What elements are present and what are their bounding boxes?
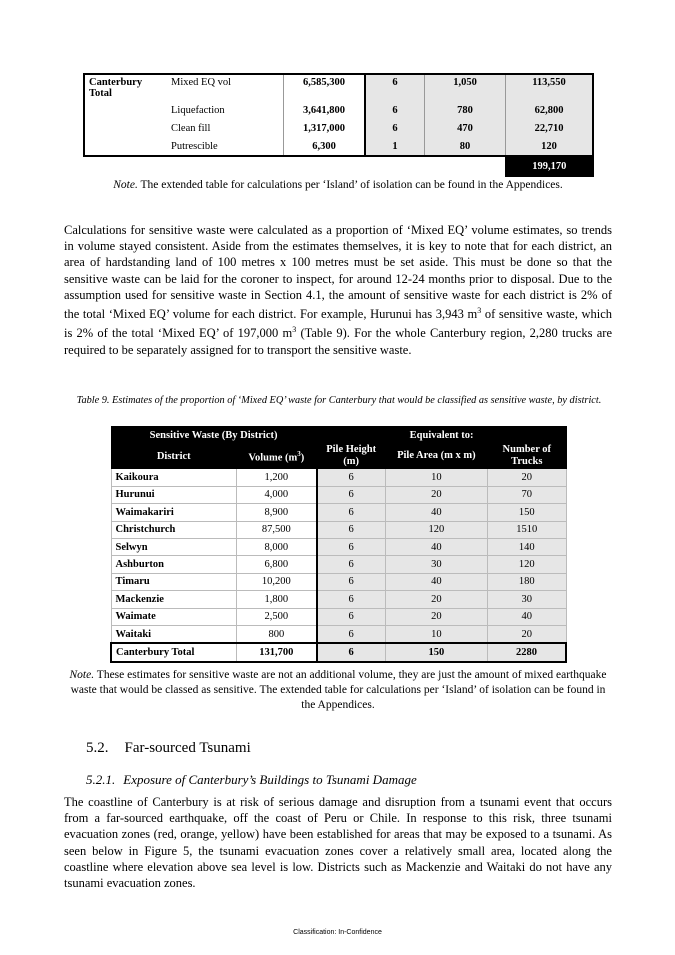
district: Ashburton xyxy=(111,556,236,573)
pile-area: 20 xyxy=(385,486,487,503)
district: Selwyn xyxy=(111,538,236,555)
table-row xyxy=(111,486,566,503)
table-row xyxy=(111,625,566,643)
table-note xyxy=(64,179,612,191)
truck-count: 120 xyxy=(506,137,594,156)
col-district: District xyxy=(111,444,236,469)
pile-height: 6 xyxy=(317,521,385,538)
truck-count: 1510 xyxy=(488,521,566,538)
volume: 2,500 xyxy=(236,608,316,625)
pile-area: 10 xyxy=(385,625,487,643)
table-note xyxy=(64,668,612,713)
pile-area: 40 xyxy=(385,573,487,590)
pile-area: 1,050 xyxy=(425,74,506,101)
truck-count: 62,800 xyxy=(506,101,594,119)
pile-area: 120 xyxy=(385,521,487,538)
volume: 800 xyxy=(236,625,316,643)
section-heading: 5.2. Far-sourced Tsunami xyxy=(86,740,251,756)
volume: 131,700 xyxy=(236,643,316,661)
table-row xyxy=(111,504,566,521)
truck-count: 30 xyxy=(488,591,566,608)
table-row xyxy=(84,74,593,101)
waste-volume: 1,317,000 xyxy=(284,119,366,137)
table-caption: Table 9. Estimates of the proportion of ‘Mixed EQ’ waste for Canterbury that would be classified as sensitive waste, by district. xyxy=(76,395,602,406)
waste-category: Mixed EQ vol xyxy=(167,74,284,101)
group-header-sensitive: Sensitive Waste (By District) xyxy=(111,427,317,444)
truck-count: 120 xyxy=(488,556,566,573)
pile-area: 780 xyxy=(425,101,506,119)
district: Timaru xyxy=(111,573,236,590)
pile-area: 150 xyxy=(385,643,487,661)
pile-area: 30 xyxy=(385,556,487,573)
pile-area: 80 xyxy=(425,137,506,156)
pile-height: 6 xyxy=(317,608,385,625)
pile-area: 40 xyxy=(385,504,487,521)
col-trucks: Number of Trucks xyxy=(488,444,566,469)
pile-area: 40 xyxy=(385,538,487,555)
volume: 1,200 xyxy=(236,469,316,486)
table-row xyxy=(111,573,566,590)
truck-count: 20 xyxy=(488,469,566,486)
total-row xyxy=(111,643,566,661)
waste-volume: 3,641,800 xyxy=(284,101,366,119)
grand-total-row xyxy=(84,156,593,176)
district: Hurunui xyxy=(111,486,236,503)
pile-height: 6 xyxy=(365,101,425,119)
table-header-group xyxy=(111,427,566,444)
table-row xyxy=(84,137,593,156)
volume: 8,000 xyxy=(236,538,316,555)
col-pile-height: Pile Height (m) xyxy=(317,444,385,469)
body-paragraph: Calculations for sensitive waste were calculated as a proportion of ‘Mixed EQ’ volume estimates, so trends in volume stayed consistent. Aside from the estimates themselves, it is key to note that for each district, an area of hardstanding land of 100 metres x 100 metres must be set aside. This must be done so that the sensitive waste can be laid for the coroner to inspect, for around 12-24 months prior to disposal. Due to the assumption used for sensitive waste in Section 4.1, the amount of sensitive waste for each district is 2% of the total ‘Mixed EQ’ volume for each district. For example, Hurunui has 3,943 $m^3$ of sensitive waste, which is 2% of the total ‘Mixed EQ’ of 197,000 $m^3$ (Table 9). For the whole Canterbury region, 2,280 trucks are required to be separately assigned for to transport the sensitive waste. xyxy=(64,223,612,357)
waste-category: Liquefaction xyxy=(171,104,225,116)
district: Mackenzie xyxy=(111,591,236,608)
pile-height: 6 xyxy=(317,538,385,555)
pile-height: 6 xyxy=(317,504,385,521)
classification-footer: Classification: In-Confidence xyxy=(293,929,382,936)
row-label: Canterbury Total xyxy=(84,74,167,101)
pile-height: 6 xyxy=(317,625,385,643)
waste-volume-table xyxy=(83,73,594,177)
table-row xyxy=(111,608,566,625)
body-paragraph: The coastline of Canterbury is at risk of serious damage and disruption from a tsunami event that occurs from a far-sourced earthquake, off the coast of Peru or Chile. In response to this risk, three tsunami evacuation zones (red, orange, yellow) have been established for areas that may be exposed to a tsunami. As seen below in Figure 5, the tsunami evacuation zones cover a relatively small area, located along the coastline where elevation above sea level is low. Districts such as Mackenzie and Waitaki do not have any tsunami evacuation zones. xyxy=(64,795,612,891)
pile-area: 20 xyxy=(385,591,487,608)
note-text: These estimates for sensitive waste are not an additional volume, they are just the amount of mixed earthquake waste that would be classed as sensitive. The extended table for calculations per ‘Island’ of isolation can be found in the Appendices. xyxy=(70,669,607,711)
sensitive-waste-table xyxy=(110,426,567,663)
district: Christchurch xyxy=(111,521,236,538)
waste-category: Putrescible xyxy=(167,137,284,156)
truck-count: 70 xyxy=(488,486,566,503)
district: Waimate xyxy=(111,608,236,625)
truck-count: 40 xyxy=(488,608,566,625)
note-text: The extended table for calculations per ‘Island’ of isolation can be found in the Appendices. xyxy=(137,179,563,191)
volume: 1,800 xyxy=(236,591,316,608)
pile-area: 10 xyxy=(385,469,487,486)
waste-volume: 6,300 xyxy=(284,137,366,156)
district: Waitaki xyxy=(111,625,236,643)
table-row xyxy=(111,469,566,486)
subsection-heading: 5.2.1. Exposure of Canterbury’s Buildings to Tsunami Damage xyxy=(86,772,417,787)
pile-area: 20 xyxy=(385,608,487,625)
table-row xyxy=(111,556,566,573)
table-row xyxy=(111,591,566,608)
truck-count: 113,550 xyxy=(506,74,594,101)
table-row xyxy=(111,521,566,538)
pile-height: 6 xyxy=(317,469,385,486)
truck-count: 22,710 xyxy=(506,119,594,137)
pile-height: 6 xyxy=(317,591,385,608)
table-row xyxy=(84,119,593,137)
col-volume: Volume $(m^3)$ xyxy=(236,444,316,469)
district: Waimakariri xyxy=(111,504,236,521)
volume: 6,800 xyxy=(236,556,316,573)
volume: 10,200 xyxy=(236,573,316,590)
note-lead: Note. xyxy=(113,179,138,191)
truck-count: 150 xyxy=(488,504,566,521)
truck-count: 20 xyxy=(488,625,566,643)
note-lead: Note. xyxy=(69,669,95,681)
volume: 8,900 xyxy=(236,504,316,521)
pile-height: 6 xyxy=(317,486,385,503)
truck-count: 180 xyxy=(488,573,566,590)
pile-height: 6 xyxy=(317,643,385,661)
grand-total: 199,170 xyxy=(506,156,594,176)
pile-height: 6 xyxy=(365,119,425,137)
pile-area: 470 xyxy=(425,119,506,137)
district: Kaikoura xyxy=(111,469,236,486)
district: Canterbury Total xyxy=(111,643,236,661)
table-row xyxy=(84,101,593,119)
group-header-equivalent: Equivalent to: xyxy=(317,427,566,444)
pile-height: 6 xyxy=(317,556,385,573)
waste-volume: 6,585,300 xyxy=(284,74,366,101)
pile-height: 6 xyxy=(365,74,425,101)
volume: 4,000 xyxy=(236,486,316,503)
table-row xyxy=(111,538,566,555)
pile-height: 6 xyxy=(317,573,385,590)
pile-height: 1 xyxy=(365,137,425,156)
waste-category: Clean fill xyxy=(171,122,211,134)
volume: 87,500 xyxy=(236,521,316,538)
table-header xyxy=(111,444,566,469)
truck-count: 2280 xyxy=(488,643,566,661)
truck-count: 140 xyxy=(488,538,566,555)
col-pile-area: Pile Area (m x m) xyxy=(385,444,487,469)
